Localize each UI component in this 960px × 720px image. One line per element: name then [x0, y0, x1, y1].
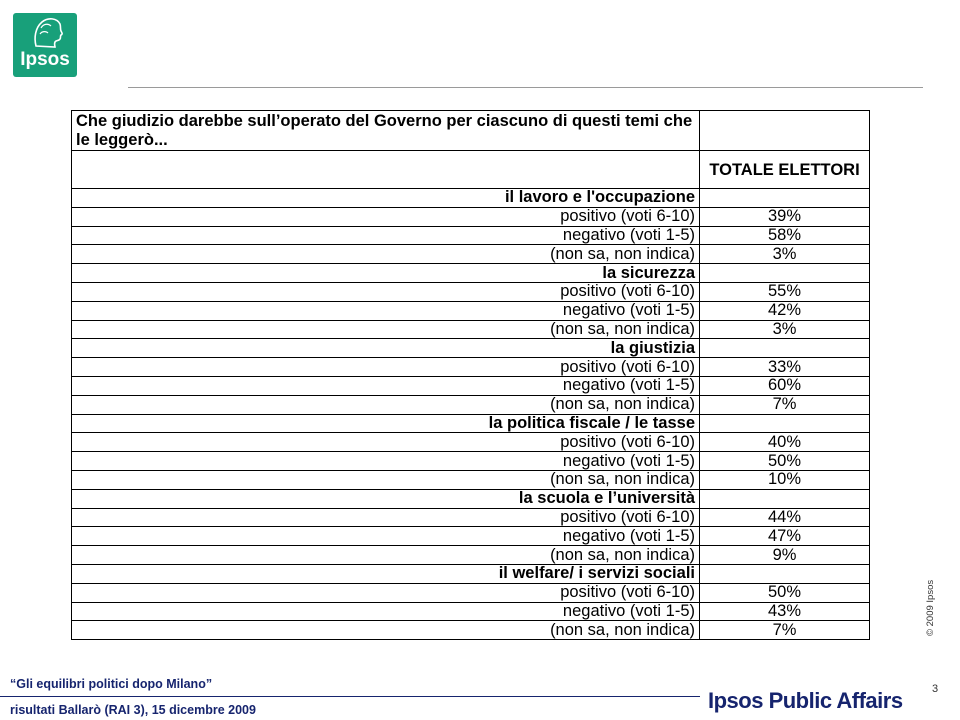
table-row	[72, 602, 870, 621]
section-header-row	[72, 339, 870, 358]
table-row	[72, 358, 870, 377]
footer-divider	[0, 696, 700, 697]
brand-name: Ipsos Public Affairs	[708, 688, 903, 713]
answer-value: 39%	[700, 207, 870, 226]
section-empty-cell	[700, 189, 870, 208]
section-header-row	[72, 564, 870, 583]
answer-label: (non sa, non indica)	[72, 546, 700, 565]
table-row	[72, 621, 870, 640]
answer-value: 50%	[700, 452, 870, 471]
answer-label: negativo (voti 1-5)	[72, 602, 700, 621]
table-row	[72, 470, 870, 489]
table-row	[72, 282, 870, 301]
section-header-row	[72, 264, 870, 283]
answer-value: 43%	[700, 602, 870, 621]
table-row	[72, 583, 870, 602]
profile-head-icon	[30, 16, 64, 48]
section-empty-cell	[700, 564, 870, 583]
empty-header-cell	[700, 111, 870, 151]
section-empty-cell	[700, 339, 870, 358]
table-row	[72, 226, 870, 245]
answer-value: 3%	[700, 320, 870, 339]
column-header-total: TOTALE ELETTORI	[700, 151, 870, 189]
answer-label: positivo (voti 6-10)	[72, 508, 700, 527]
answer-label: positivo (voti 6-10)	[72, 282, 700, 301]
answer-label: negativo (voti 1-5)	[72, 376, 700, 395]
column-header-row	[72, 151, 870, 189]
table-row	[72, 433, 870, 452]
answer-value: 40%	[700, 433, 870, 452]
section-header-row	[72, 189, 870, 208]
results-table	[71, 110, 870, 640]
answer-label: positivo (voti 6-10)	[72, 583, 700, 602]
footer-subtitle: risultati Ballarò (RAI 3), 15 dicembre 2009	[10, 703, 256, 717]
answer-label: negativo (voti 1-5)	[72, 452, 700, 471]
answer-value: 47%	[700, 527, 870, 546]
page-number: 3	[932, 683, 939, 695]
answer-label: positivo (voti 6-10)	[72, 207, 700, 226]
section-title: il welfare/ i servizi sociali	[72, 564, 700, 583]
section-title: la politica fiscale / le tasse	[72, 414, 700, 433]
answer-label: positivo (voti 6-10)	[72, 433, 700, 452]
answer-label: negativo (voti 1-5)	[72, 226, 700, 245]
question-row	[72, 111, 870, 151]
table-row	[72, 452, 870, 471]
section-title: il lavoro e l'occupazione	[72, 189, 700, 208]
table-row	[72, 207, 870, 226]
answer-value: 55%	[700, 282, 870, 301]
answer-label: positivo (voti 6-10)	[72, 358, 700, 377]
answer-value: 60%	[700, 376, 870, 395]
section-header-row	[72, 414, 870, 433]
table-row	[72, 301, 870, 320]
table-row	[72, 320, 870, 339]
section-title: la sicurezza	[72, 264, 700, 283]
table-row	[72, 527, 870, 546]
answer-value: 58%	[700, 226, 870, 245]
answer-value: 10%	[700, 470, 870, 489]
footer-title: “Gli equilibri politici dopo Milano”	[10, 677, 213, 691]
table-row	[72, 395, 870, 414]
answer-value: 44%	[700, 508, 870, 527]
answer-label: (non sa, non indica)	[72, 245, 700, 264]
table-row	[72, 508, 870, 527]
table-row	[72, 546, 870, 565]
table-row	[72, 245, 870, 264]
empty-label-cell	[72, 151, 700, 189]
ipsos-logo	[13, 13, 77, 77]
section-empty-cell	[700, 264, 870, 283]
answer-value: 3%	[700, 245, 870, 264]
answer-value: 7%	[700, 621, 870, 640]
section-empty-cell	[700, 489, 870, 508]
section-title: la scuola e l’università	[72, 489, 700, 508]
answer-label: (non sa, non indica)	[72, 320, 700, 339]
answer-value: 42%	[700, 301, 870, 320]
answer-label: (non sa, non indica)	[72, 395, 700, 414]
table-row	[72, 376, 870, 395]
copyright-text: © 2009 Ipsos	[925, 579, 936, 636]
answer-label: negativo (voti 1-5)	[72, 301, 700, 320]
answer-value: 50%	[700, 583, 870, 602]
section-title: la giustizia	[72, 339, 700, 358]
answer-value: 7%	[700, 395, 870, 414]
answer-value: 9%	[700, 546, 870, 565]
answer-label: negativo (voti 1-5)	[72, 527, 700, 546]
header-divider	[128, 87, 923, 88]
answer-label: (non sa, non indica)	[72, 470, 700, 489]
question-text: Che giudizio darebbe sull’operato del Governo per ciascuno di questi temi che le leggerò...	[72, 111, 700, 151]
section-empty-cell	[700, 414, 870, 433]
answer-value: 33%	[700, 358, 870, 377]
answer-label: (non sa, non indica)	[72, 621, 700, 640]
logo-text: Ipsos	[20, 49, 70, 70]
section-header-row	[72, 489, 870, 508]
